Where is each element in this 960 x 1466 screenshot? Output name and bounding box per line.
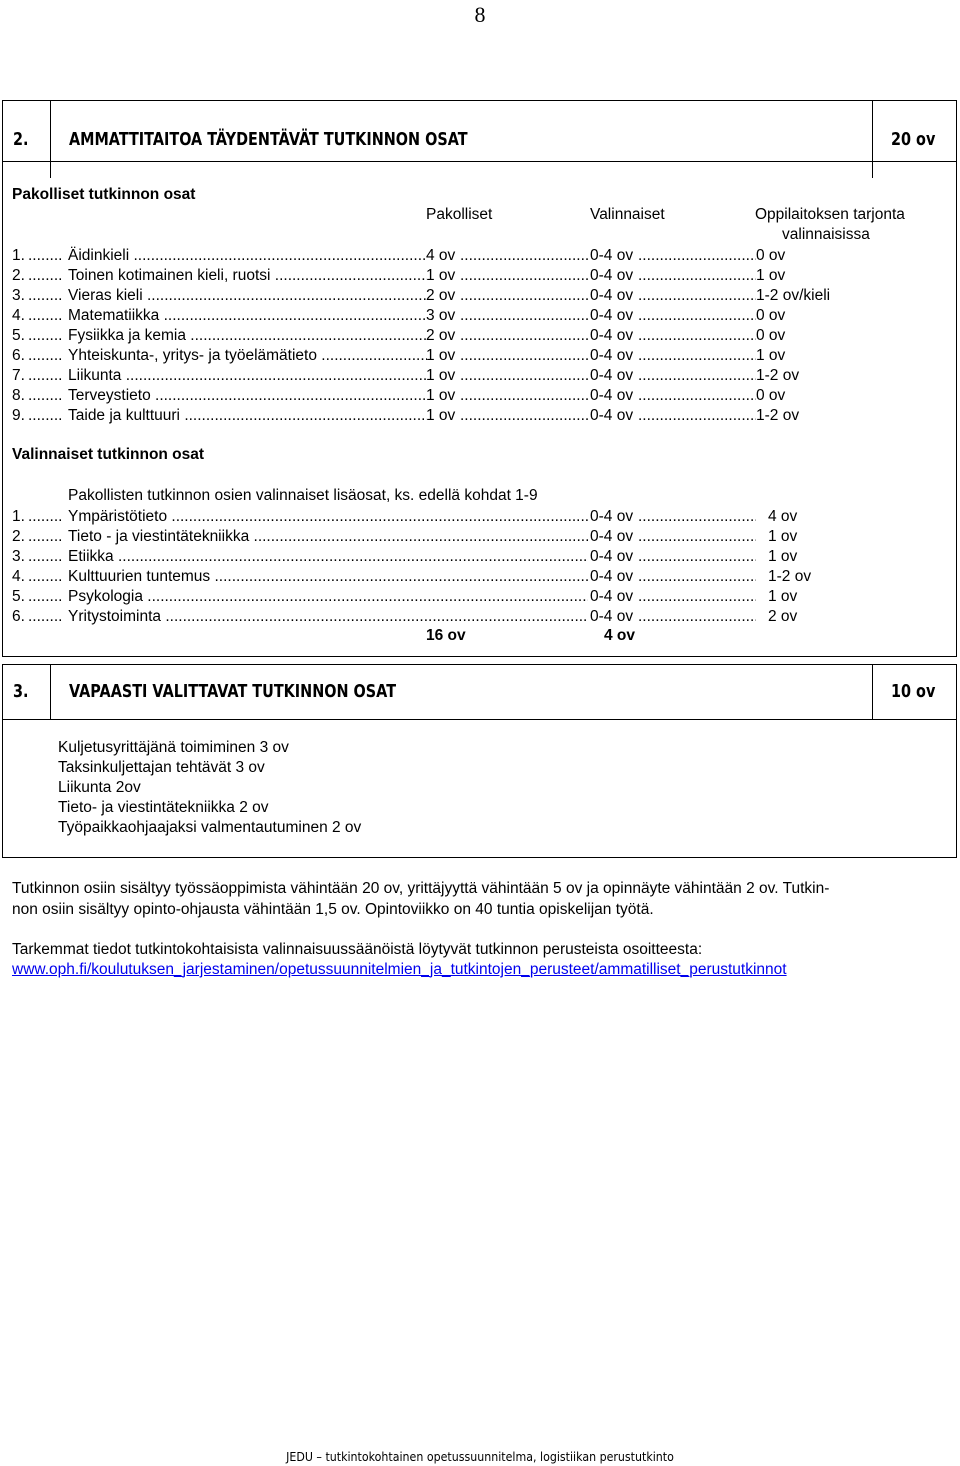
row-dots-b — [460, 326, 588, 346]
row-dots-c — [638, 286, 756, 306]
row-mandatory: 1 ov — [426, 407, 456, 424]
row-optional: 0-4 ov — [590, 508, 634, 525]
note-para1-line2: non osiin sisältyy opinto-ohjausta vähintään 1,5 ov. Opintoviikko on 40 tuntia opiskelijan työtä. — [12, 901, 654, 918]
row-optional: 0-4 ov — [590, 608, 634, 625]
row-name: Terveystieto ..... — [68, 386, 427, 406]
row-school: 2 ov — [768, 608, 798, 625]
row-dots-c — [638, 507, 756, 527]
total-optional: 4 ov — [604, 627, 636, 644]
row-school: 1-2 ov — [756, 367, 800, 384]
row-optional: 0-4 ov — [590, 307, 634, 324]
note-para1-line1: Tutkinnon osiin sisältyy työssäoppimista vähintään 20 ov, yrittäjyyttä vähintään 5 ov ja opinnäyte vähintään 2 ov. Tutkin- — [12, 880, 830, 897]
page-number: 8 — [474, 2, 486, 27]
row-school: 0 ov — [756, 247, 786, 264]
row-school: 1 ov — [768, 588, 798, 605]
oph-link[interactable]: www.oph.fi/koulutuksen_jarjestaminen/opetussuunnitelmien_ja_tutkintojen_perusteet/ammatilliset_perustutkinnot — [12, 961, 787, 978]
optional-heading: Valinnaiset tutkinnon osat — [12, 446, 205, 463]
row-number: 6. — [12, 347, 25, 364]
section3-total: 10 ov — [891, 681, 936, 702]
section2-title: AMMATTITAITOA TÄYDENTÄVÄT TUTKINNON OSAT — [69, 129, 468, 150]
row-school: 1 ov — [768, 548, 798, 565]
row-number: 8. — [12, 387, 25, 404]
row-dots-b — [460, 386, 588, 406]
row-school: 4 ov — [768, 508, 798, 525]
row-number: 2. — [12, 267, 25, 284]
row-optional: 0-4 ov — [590, 528, 634, 545]
row-mandatory: 4 ov — [426, 247, 456, 264]
row-optional: 0-4 ov — [590, 548, 634, 565]
col-optional: Valinnaiset — [590, 206, 665, 223]
row-optional: 0-4 ov — [590, 287, 634, 304]
row-number: 5. — [12, 327, 25, 344]
row-optional: 0-4 ov — [590, 347, 634, 364]
section3-header — [2, 664, 957, 720]
col-school-line1: Oppilaitoksen tarjonta — [755, 206, 905, 223]
row-dots-b — [460, 286, 588, 306]
row-number: 4. — [12, 568, 25, 585]
row-name: Taide ja kulttuuri ..... — [68, 406, 427, 426]
row-dots-a: ........ — [28, 508, 63, 525]
row-optional: 0-4 ov — [590, 327, 634, 344]
row-dots-c — [638, 607, 756, 627]
row-mandatory: 1 ov — [426, 267, 456, 284]
row-dots-a: ........ — [28, 387, 63, 404]
col-school-line2: valinnaisissa — [782, 226, 870, 243]
row-mandatory: 2 ov — [426, 327, 456, 344]
page-footer: JEDU – tutkintokohtainen opetussuunnitelma, logistiikan perustutkinto — [286, 1450, 674, 1464]
row-dots-a: ........ — [28, 287, 63, 304]
row-dots-a: ........ — [28, 568, 63, 585]
row-mandatory: 2 ov — [426, 287, 456, 304]
row-name: Yritystoiminta ..... — [68, 607, 588, 627]
row-name: Yhteiskunta-, yritys- ja työelämätieto ..... — [68, 346, 427, 366]
row-school: 1-2 ov — [756, 407, 800, 424]
row-optional: 0-4 ov — [590, 247, 634, 264]
list-item: Tieto- ja viestintätekniikka 2 ov — [58, 799, 269, 816]
row-name: Äidinkieli ..... — [68, 246, 427, 266]
row-name: Etiikka ..... — [68, 547, 588, 567]
list-item: Liikunta 2ov — [58, 779, 141, 796]
row-dots-b — [460, 306, 588, 326]
row-mandatory: 1 ov — [426, 387, 456, 404]
col-mandatory: Pakolliset — [426, 206, 493, 223]
row-number: 3. — [12, 548, 25, 565]
note-para2-line1: Tarkemmat tiedot tutkintokohtaisista valinnaisuussäänöistä löytyvät tutkinnon perusteista osoitteesta: — [12, 941, 703, 958]
row-optional: 0-4 ov — [590, 267, 634, 284]
row-dots-c — [638, 567, 756, 587]
row-dots-a: ........ — [28, 548, 63, 565]
row-school: 0 ov — [756, 307, 786, 324]
row-optional: 0-4 ov — [590, 568, 634, 585]
row-dots-a: ........ — [28, 608, 63, 625]
section2-number: 2. — [13, 129, 29, 150]
row-name: Fysiikka ja kemia ..... — [68, 326, 427, 346]
row-dots-a: ........ — [28, 407, 63, 424]
section3-number: 3. — [13, 681, 29, 702]
row-dots-b — [460, 266, 588, 286]
row-dots-a: ........ — [28, 247, 63, 264]
row-dots-b — [460, 246, 588, 266]
row-dots-b — [460, 346, 588, 366]
row-mandatory: 1 ov — [426, 367, 456, 384]
row-mandatory: 3 ov — [426, 307, 456, 324]
row-dots-c — [638, 547, 756, 567]
row-name: Liikunta ..... — [68, 366, 427, 386]
row-optional: 0-4 ov — [590, 407, 634, 424]
row-optional: 0-4 ov — [590, 588, 634, 605]
row-number: 9. — [12, 407, 25, 424]
row-name: Vieras kieli ..... — [68, 286, 427, 306]
row-number: 1. — [12, 508, 25, 525]
row-optional: 0-4 ov — [590, 367, 634, 384]
row-dots-a: ........ — [28, 367, 63, 384]
row-dots-c — [638, 246, 756, 266]
row-name: Matematiikka ..... — [68, 306, 427, 326]
row-name: Ympäristötieto ..... — [68, 507, 588, 527]
list-item: Taksinkuljettajan tehtävät 3 ov — [58, 759, 265, 776]
row-name: Toinen kotimainen kieli, ruotsi ..... — [68, 266, 427, 286]
row-dots-c — [638, 306, 756, 326]
row-dots-a: ........ — [28, 307, 63, 324]
row-number: 5. — [12, 588, 25, 605]
list-item: Työpaikkaohjaajaksi valmentautuminen 2 ov — [58, 819, 362, 836]
total-mandatory: 16 ov — [426, 627, 466, 644]
row-dots-a: ........ — [28, 327, 63, 344]
row-school: 0 ov — [756, 387, 786, 404]
row-number: 4. — [12, 307, 25, 324]
row-dots-c — [638, 346, 756, 366]
row-mandatory: 1 ov — [426, 347, 456, 364]
row-school: 1-2 ov/kieli — [756, 287, 831, 304]
row-number: 1. — [12, 247, 25, 264]
row-number: 2. — [12, 528, 25, 545]
row-dots-a: ........ — [28, 347, 63, 364]
mandatory-heading: Pakolliset tutkinnon osat — [12, 186, 196, 203]
row-dots-c — [638, 366, 756, 386]
section3-title: VAPAASTI VALITTAVAT TUTKINNON OSAT — [69, 681, 397, 702]
row-dots-b — [460, 406, 588, 426]
row-school: 1 ov — [756, 267, 786, 284]
row-dots-c — [638, 266, 756, 286]
row-number: 6. — [12, 608, 25, 625]
row-name: Tieto - ja viestintätekniikka ..... — [68, 527, 588, 547]
row-number: 3. — [12, 287, 25, 304]
row-name: Psykologia ..... — [68, 587, 588, 607]
row-dots-a: ........ — [28, 528, 63, 545]
row-dots-a: ........ — [28, 588, 63, 605]
row-dots-c — [638, 386, 756, 406]
row-dots-c — [638, 406, 756, 426]
row-school: 1-2 ov — [768, 568, 812, 585]
row-optional: 0-4 ov — [590, 387, 634, 404]
list-item: Kuljetusyrittäjänä toimiminen 3 ov — [58, 739, 289, 756]
optional-note: Pakollisten tutkinnon osien valinnaiset lisäosat, ks. edellä kohdat 1-9 — [68, 487, 538, 504]
section2-total: 20 ov — [891, 129, 936, 150]
row-school: 0 ov — [756, 327, 786, 344]
row-name: Kulttuurien tuntemus ..... — [68, 567, 588, 587]
row-dots-c — [638, 587, 756, 607]
row-school: 1 ov — [768, 528, 798, 545]
row-dots-c — [638, 326, 756, 346]
row-dots-a: ........ — [28, 267, 63, 284]
row-school: 1 ov — [756, 347, 786, 364]
row-dots-c — [638, 527, 756, 547]
row-dots-b — [460, 366, 588, 386]
row-number: 7. — [12, 367, 25, 384]
